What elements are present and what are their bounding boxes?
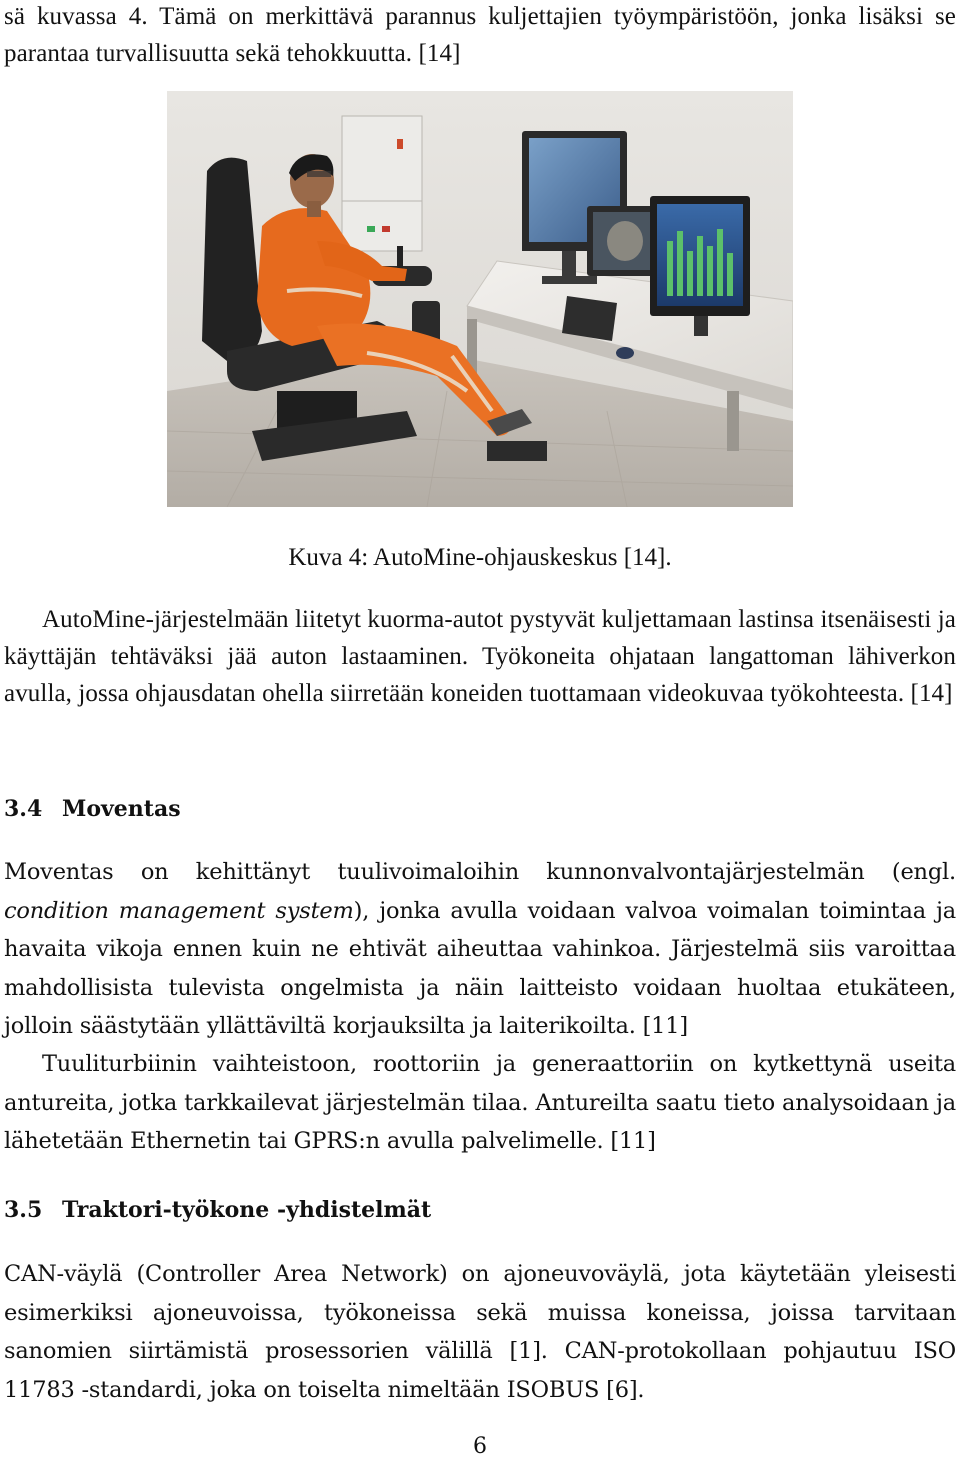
- section-heading-3-5: [4, 1195, 431, 1225]
- section-number: 3.5: [4, 1197, 43, 1223]
- moventas-paragraph-2: Tuuliturbiinin vaihteistoon, roottoriin ja generaattoriin on kytkettynä useita antureita, jotka tarkkailevat järjestelmän tilaa. Antureilta saatu tieto analysoidaan ja lähetetään Ethernetin tai GPRS:n avulla palvelimelle. [11]: [4, 1051, 956, 1154]
- intro-paragraph: sä kuvassa 4. Tämä on merkittävä parannus kuljettajien työympäristöön, jonka lisäksi se parantaa turvallisuutta sekä tehokkuutta. [14]: [4, 3, 956, 67]
- section-title: Moventas: [62, 796, 181, 822]
- section-heading-3-4: [4, 794, 181, 824]
- english-term: condition management system: [4, 897, 354, 924]
- can-bus-paragraph: CAN-väylä (Controller Area Network) on ajoneuvoväylä, jota käytetään yleisesti esimerkiksi ajoneuvoissa, työkoneissa sekä muissa koneissa, joissa tarvitaan sanomien siirtämistä prosessorien välillä [1]. CAN-protokollaan pohjautuu ISO 11783 -standardi, joka on toiselta nimeltään ISOBUS [6].: [4, 1261, 956, 1403]
- page-number: 6: [473, 1434, 487, 1459]
- control-room-photo: [167, 91, 793, 507]
- moventas-paragraph-1: [4, 853, 956, 1046]
- automine-paragraph: AutoMine-järjestelmään liitetyt kuorma-autot pystyvät kuljettamaan lastinsa itsenäisesti ja käyttäjän tehtäväksi jää auton lastaaminen. Työkoneita ohjataan langattoman lähiverkon avulla, jossa ohjausdatan ohella siirretään koneiden tuottamaan videokuvaa työkohteesta. [14]: [4, 606, 956, 707]
- section-title: Traktori-työkone -yhdistelmät: [62, 1197, 432, 1223]
- text-span: Moventas on kehittänyt tuulivoimaloihin kunnonvalvontajärjestelmän (engl.: [4, 859, 956, 885]
- text-span: ), jonka avulla voidaan valvoa voimalan toimintaa ja havaita vikoja ennen kuin ne ehtivät aiheuttaa vahinkoa. Järjestelmä siis varoittaa mahdollisista tulevista ongelmista ja näin laitteisto voidaan huoltaa etukäteen, jolloin säästytään yllättäviltä korjauksilta ja laiterikoilta. [11]: [4, 897, 956, 1039]
- figure-caption: Kuva 4: AutoMine-ohjauskeskus [14].: [288, 544, 672, 571]
- section-number: 3.4: [4, 796, 43, 822]
